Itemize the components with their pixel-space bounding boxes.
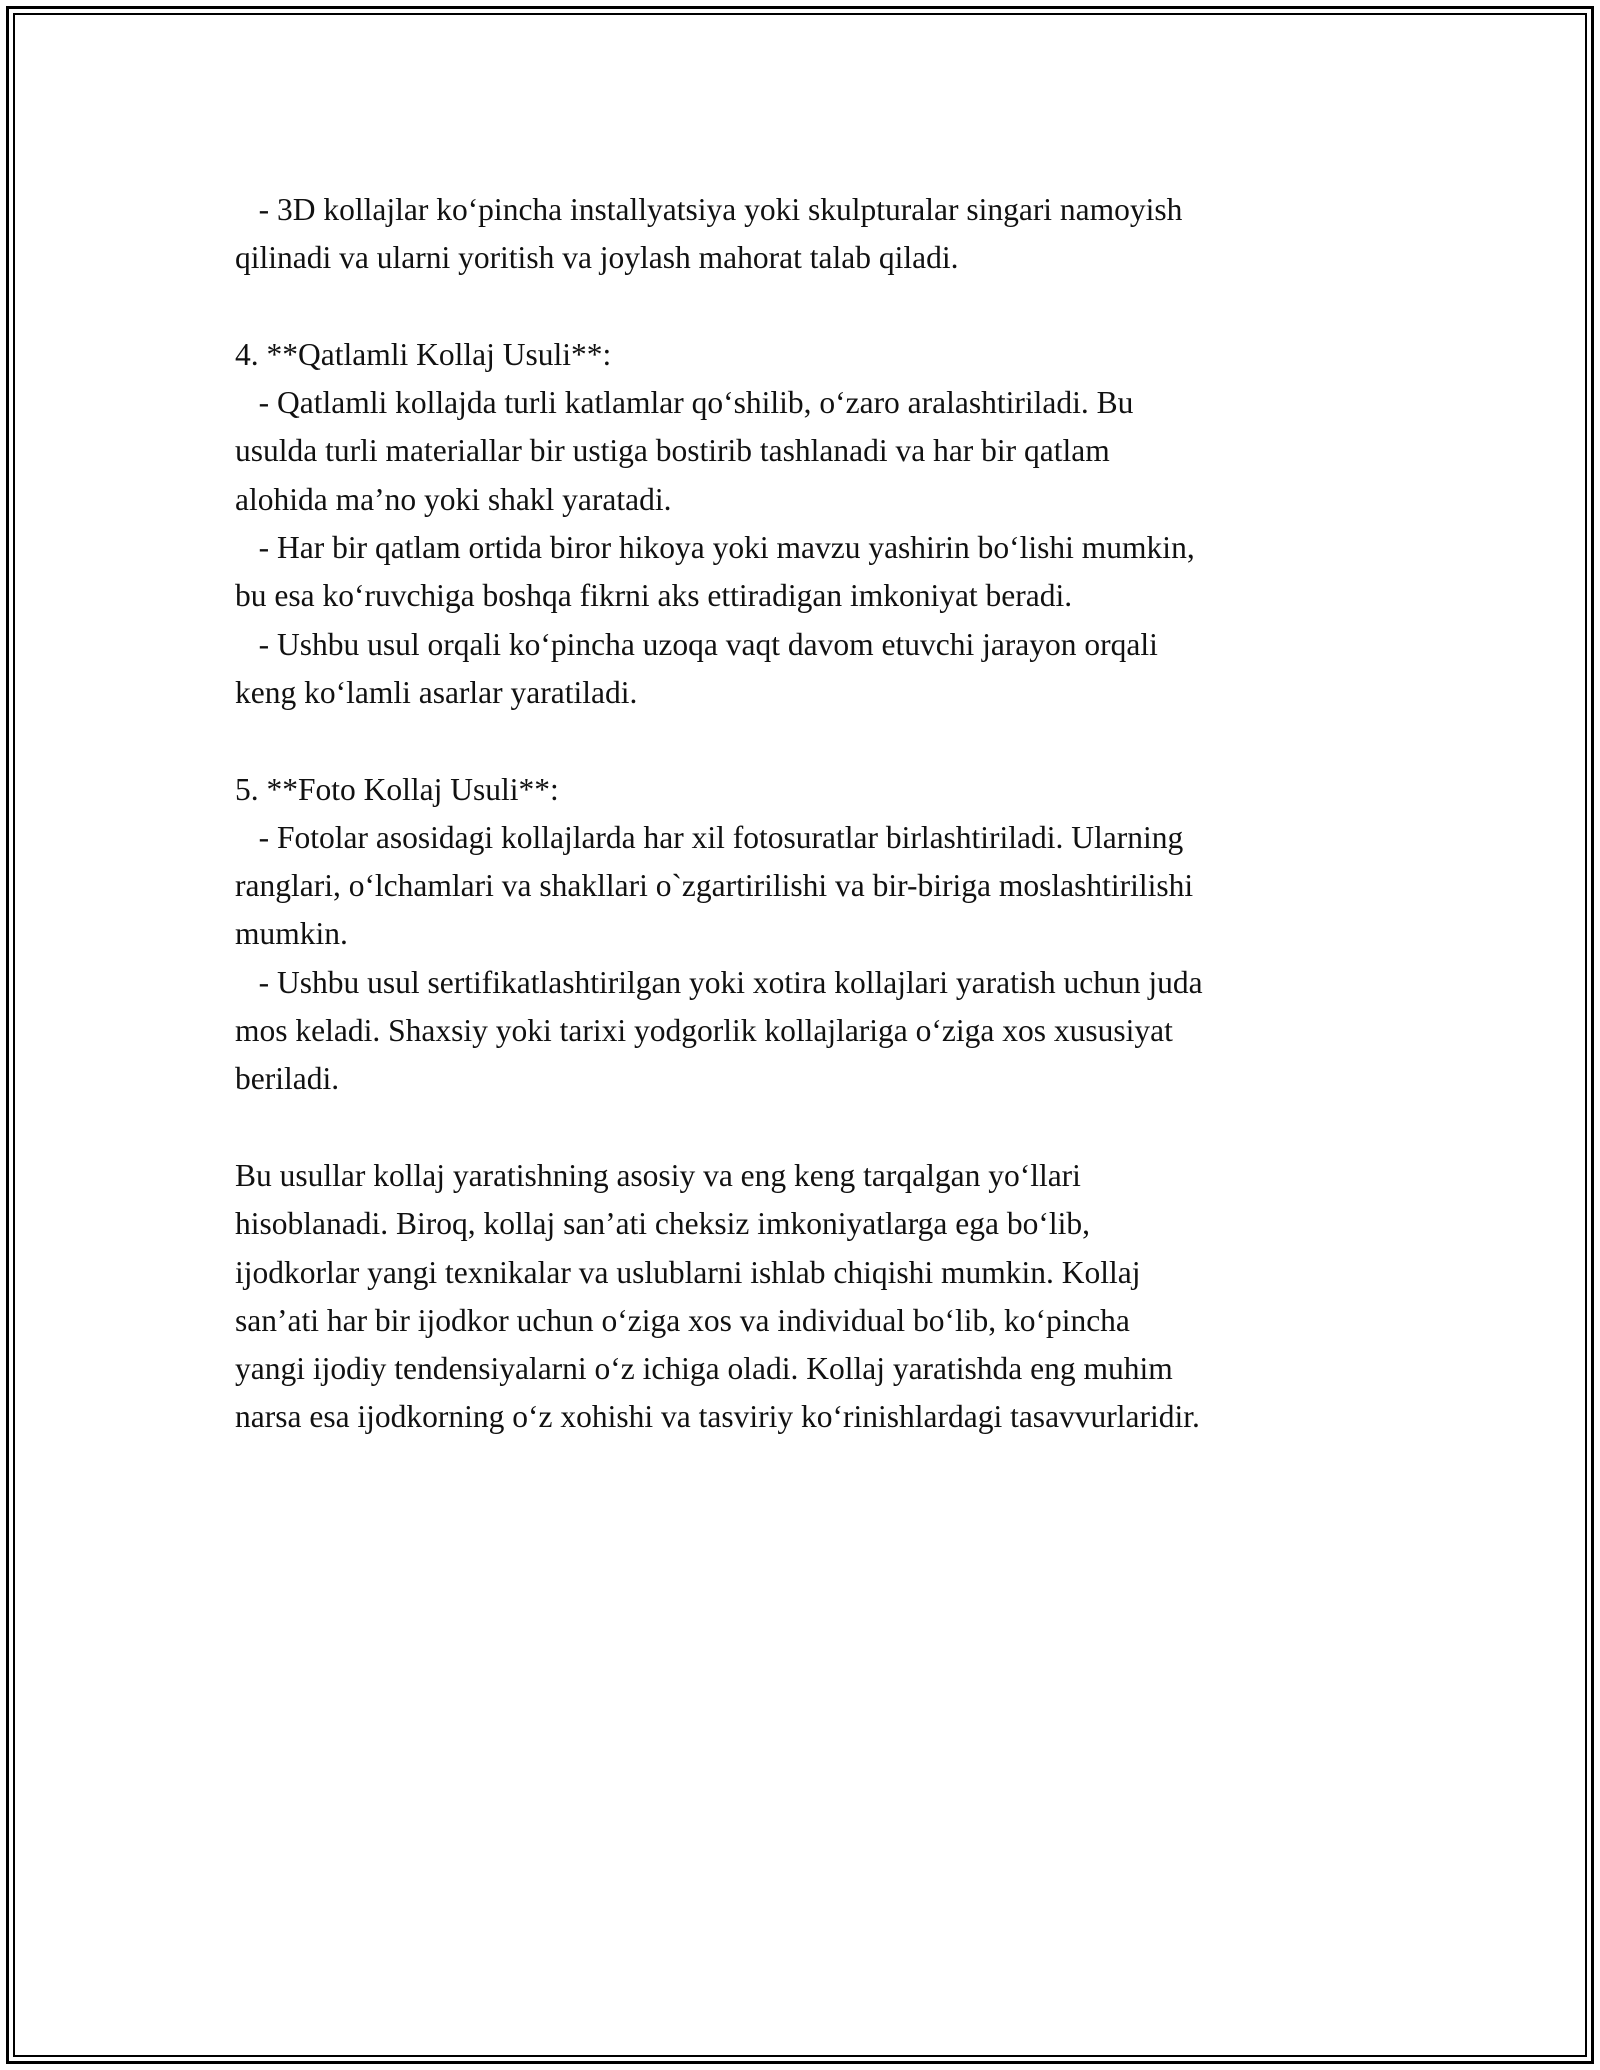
section-5 [235,766,1375,1104]
intro-paragraph [235,186,1375,283]
paragraph-gap [235,1104,1375,1152]
text-line: - Har bir qatlam ortida biror hikoya yoki mavzu yashirin bo‘lishi mumkin, [235,530,1195,566]
text-line: san’ati har bir ijodkor uchun o‘ziga xos va individual bo‘lib, ko‘pincha [235,1302,1130,1338]
text-line: - Fotolar asosidagi kollajlarda har xil fotosuratlar birlashtiriladi. Ularning [235,819,1184,855]
text-line: qilinadi va ularni yoritish va joylash mahorat talab qiladi. [235,240,959,276]
text-line: bu esa ko‘ruvchiga boshqa fikrni aks ettiradigan imkoniyat beradi. [235,578,1073,614]
conclusion-paragraph [235,1152,1375,1442]
section-heading: 4. **Qatlamli Kollaj Usuli**: [235,336,612,372]
text-line: ijodkorlar yangi texnikalar va uslublarni ishlab chiqishi mumkin. Kollaj [235,1254,1141,1290]
text-line: mos keladi. Shaxsiy yoki tarixi yodgorlik kollajlariga o‘ziga xos xususiyat [235,1013,1173,1049]
text-line: usulda turli materiallar bir ustiga bostirib tashlanadi va har bir qatlam [235,433,1110,469]
section-heading: 5. **Foto Kollaj Usuli**: [235,771,559,807]
text-line: - Ushbu usul orqali ko‘pincha uzoqa vaqt davom etuvchi jarayon orqali [235,626,1158,662]
text-line: narsa esa ijodkorning o‘z xohishi va tasviriy ko‘rinishlardagi tasavvurlaridir. [235,1399,1200,1435]
text-line: yangi ijodiy tendensiyalarni o‘z ichiga oladi. Kollaj yaratishda eng muhim [235,1351,1173,1387]
text-line: - Qatlamli kollajda turli katlamlar qo‘shilib, o‘zaro aralashtiriladi. Bu [235,385,1134,421]
text-line: mumkin. [235,916,348,952]
text-line: - Ushbu usul sertifikatlashtirilgan yoki xotira kollajlari yaratish uchun juda [235,964,1203,1000]
paragraph-gap [235,283,1375,331]
document-body [235,186,1375,1442]
text-line: - 3D kollajlar ko‘pincha installyatsiya yoki skulpturalar singari namoyish [235,192,1183,227]
text-line: beriladi. [235,1061,340,1097]
section-4 [235,331,1375,717]
text-line: keng ko‘lamli asarlar yaratiladi. [235,674,638,710]
text-line: hisoblanadi. Biroq, kollaj san’ati cheksiz imkoniyatlarga ega bo‘lib, [235,1206,1090,1242]
text-line: Bu usullar kollaj yaratishning asosiy va eng keng tarqalgan yo‘llari [235,1157,1081,1193]
text-line: ranglari, o‘lchamlari va shakllari o`zgartirilishi va bir-biriga moslashtirilishi [235,868,1194,904]
paragraph-gap [235,717,1375,765]
text-line: alohida ma’no yoki shakl yaratadi. [235,481,672,517]
